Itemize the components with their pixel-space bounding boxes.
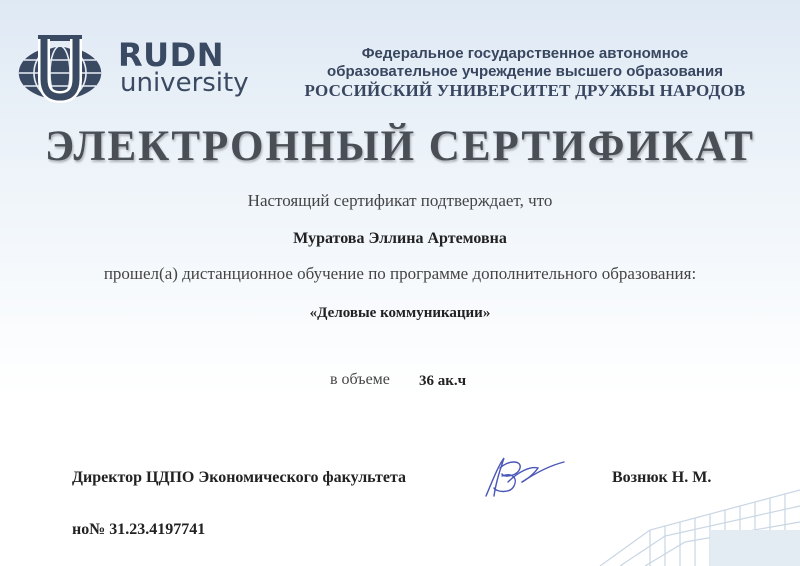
volume-value: 36 ак.ч xyxy=(419,373,467,389)
organization-header xyxy=(290,45,760,100)
certificate-number: но№ 31.23.4197741 xyxy=(72,521,206,538)
org-line-1: Федеральное государственное автономное xyxy=(361,45,689,62)
logo-name: RUDN xyxy=(118,36,224,74)
completed-text: прошел(а) дистанционное обучение по программе дополнительного образования: xyxy=(103,264,697,283)
director-title: Директор ЦДПО Экономического факультета xyxy=(72,469,407,486)
org-line-2: образовательное учреждение высшего образования xyxy=(327,63,723,80)
rudn-globe-u-icon xyxy=(16,33,104,107)
director-name: Вознюк Н. М. xyxy=(612,469,712,486)
signature-icon xyxy=(478,452,568,502)
confirms-text: Настоящий сертификат подтверждает, что xyxy=(247,191,553,210)
recipient-name: Муратова Эллина Артемовна xyxy=(293,230,507,247)
certificate-title: ЭЛЕКТРОННЫЙ СЕРТИФИКАТ xyxy=(45,123,755,170)
volume-label: в объеме xyxy=(330,371,390,388)
logo-subtitle: university xyxy=(120,68,249,98)
program-name: «Деловые коммуникации» xyxy=(309,305,491,321)
org-line-3: РОССИЙСКИЙ УНИВЕРСИТЕТ ДРУЖБЫ НАРОДОВ xyxy=(304,81,746,100)
